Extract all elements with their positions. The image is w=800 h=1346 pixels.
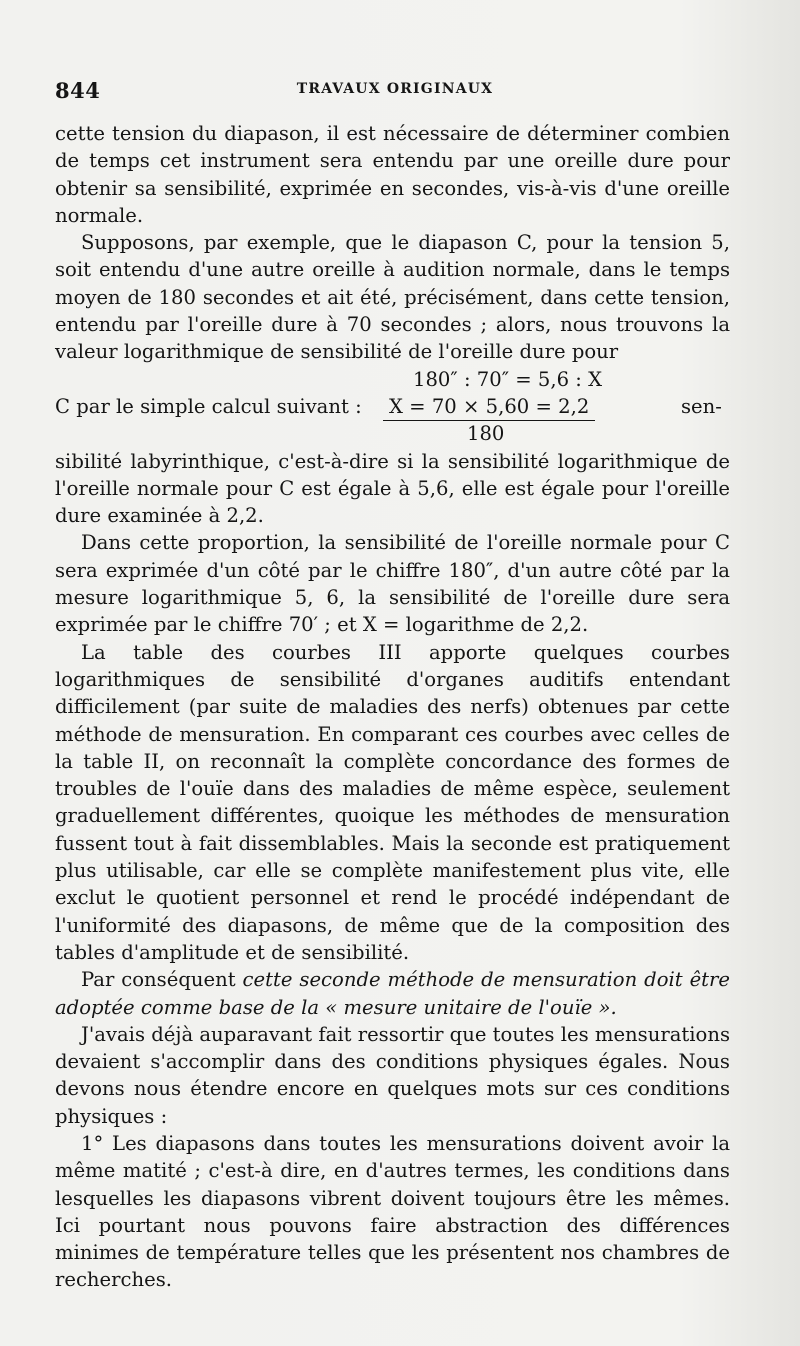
- paragraph-6-emphasis: cette seconde méthode de mensuration doit être adoptée comme base de la « mesure unitaire de l'ouïe ».: [55, 968, 731, 1019]
- formula-denominator-row: [55, 420, 730, 447]
- paragraph-1: cette tension du diapason, il est nécessaire de déterminer combien de temps cet instrument sera entendu par une oreille dure pour obtenir sa sensibilité, exprimée en secondes, vis-à-vis d'une oreille normale.: [55, 122, 730, 227]
- paragraph-2: Supposons, par exemple, que le diapason C, pour la tension 5, soit entendu d'une autre oreille à audition normale, dans le temps moyen de 180 secondes et ait été, précisément, dans cette tension, entendu par l'oreille dure à 70 secondes ; alors, nous trouvons la valeur logarithmique de sensibilité de l'oreille dure pour: [55, 231, 730, 364]
- paragraph-7: J'avais déjà auparavant fait ressortir que toutes les mensurations devaient s'accomplir dans des conditions physiques égales. Nous devons nous étendre encore en quelques mots sur ces conditions physiques :: [55, 1022, 730, 1128]
- formula-ratio-row: [55, 366, 730, 393]
- paragraph-3: sibilité labyrinthique, c'est-à-dire si la sensibilité logarithmique de l'oreille normale pour C est égale à 5,6, elle est égale pour l'oreille dure examinée à 2,2.: [55, 449, 730, 528]
- paragraph-6: [55, 966, 730, 1021]
- formula-denominator: 180: [467, 422, 505, 446]
- body-text: [55, 120, 730, 1294]
- page-number: 844: [55, 78, 101, 103]
- paragraph-8: 1° Les diapasons dans toutes les mensurations doivent avoir la même matité ; c'est-à dire, en d'autres termes, les conditions dans lesquelles les diapasons vibrent doivent toujours être les mêmes. Ici pourtant nous pouvons faire abstraction des différences minimes de température telles que les présentent nos chambres de recherches.: [55, 1131, 730, 1292]
- formula-equation: X = 70 × 5,60 = 2,2: [383, 393, 595, 421]
- formula-trailing: sen-: [681, 394, 722, 418]
- formula-equation-row: [55, 393, 730, 420]
- paragraph-4: Dans cette proportion, la sensibilité de l'oreille normale pour C sera exprimée d'un côté par le chiffre 180″, d'un autre côté par la mesure logarithmique 5, 6, la sensibilité de l'oreille dure sera exprimée par le chiffre 70′ ; et X = logarithme de 2,2.: [55, 531, 730, 637]
- paragraph-5: La table des courbes III apporte quelques courbes logarithmiques de sensibilité d'organes auditifs entendant difficilement (par suite de maladies des nerfs) obtenues par cette méthode de mensuration. En comparant ces courbes avec celles de la table II, on reconnaît la complète concordance des formes de troubles de l'ouïe dans des maladies de même espèce, seulement graduellement différentes, quoique les méthodes de mensuration fussent tout à fait dissemblables. Mais la seconde est pratiquement plus utilisable, car elle se complète manifestement plus vite, elle exclut le quotient personnel et rend le procédé indépendant de l'uniformité des diapasons, de même que de la composition des tables d'amplitude et de sensibilité.: [55, 640, 730, 964]
- running-head: TRAVAUX ORIGINAUX: [296, 81, 494, 97]
- page-header: [55, 78, 735, 102]
- formula-ratio: 180″ : 70″ = 5,6 : X: [413, 367, 603, 391]
- formula-lead: C par le simple calcul suivant :: [55, 394, 362, 418]
- paragraph-6-lead: Par conséquent: [81, 968, 236, 992]
